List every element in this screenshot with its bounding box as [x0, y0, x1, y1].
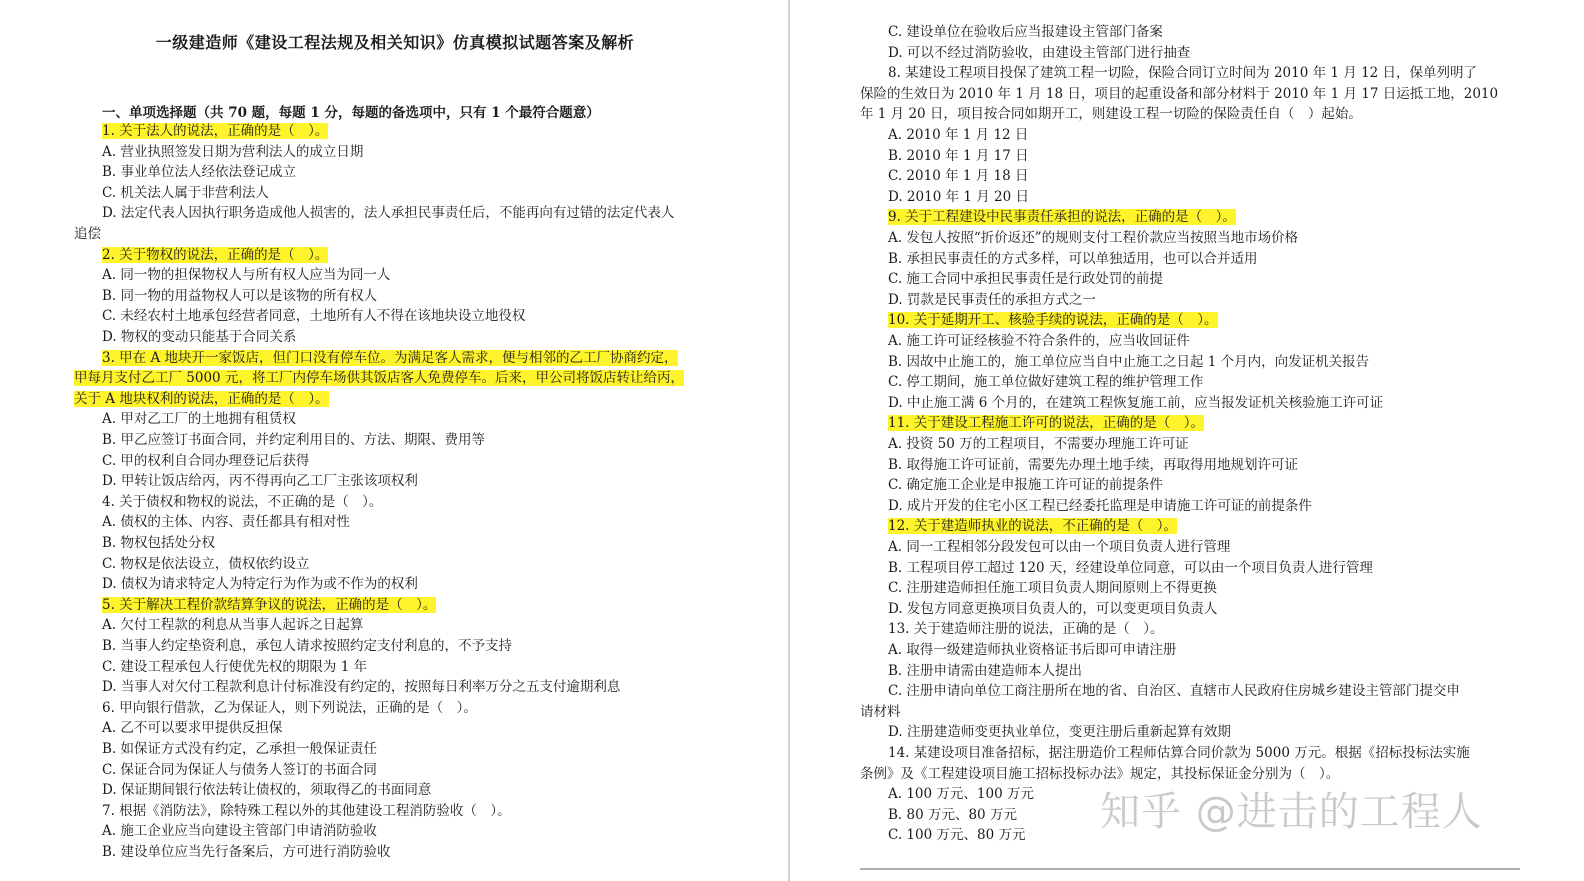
document-line	[888, 166, 1029, 186]
line-text: B. 取得施工许可证前，需要先办理土地手续，再取得用地规划许可证	[888, 456, 1299, 473]
line-text: D. 2010 年 1 月 20 日	[888, 188, 1030, 205]
document-line	[860, 702, 901, 722]
highlighted-question-text: 9. 关于工程建设中民事责任承担的说法，正确的是（ ）。	[888, 209, 1236, 226]
line-text: A. 施工企业应当向建设主管部门申请消防验收	[102, 823, 377, 840]
document-line	[102, 533, 215, 553]
highlighted-question-text: 1. 关于法人的说法，正确的是（ ）。	[102, 123, 329, 139]
document-line	[888, 413, 1204, 433]
line-text: C. 注册建造师担任施工项目负责人期间原则上不得更换	[888, 580, 1217, 597]
document-line	[888, 722, 1231, 742]
document-line	[888, 784, 1034, 804]
document-line	[888, 661, 1082, 681]
highlighted-question-text: 12. 关于建造师执业的说法，不正确的是（ ）。	[888, 518, 1178, 535]
highlighted-question-text: 关于 A 地块权利的说法，正确的是（ ）。	[74, 390, 329, 407]
document-line	[888, 434, 1189, 454]
line-text: 8. 某建设工程项目投保了建筑工程一切险，保险合同订立时间为 2010 年 1 月 12 日，保单列明了	[888, 65, 1478, 82]
highlighted-question-text: 5. 关于解决工程价款结算争议的说法，正确的是（ ）。	[102, 596, 437, 613]
line-text: D. 法定代表人因执行职务造成他人损害的，法人承担民事责任后，不能再向有过错的法定代表人	[102, 205, 675, 222]
document-line	[102, 657, 367, 677]
highlighted-question-text: 2. 关于物权的说法，正确的是（ ）。	[102, 246, 329, 263]
line-text: 追偿	[74, 226, 101, 242]
document-line	[888, 331, 1190, 351]
document-line	[888, 743, 1470, 763]
line-text: 条例》及《工程建设项目施工招标投标办法》规定，其投标保证金分别为（ ）。	[860, 765, 1340, 782]
line-text: C. 机关法人属于非营利法人	[102, 184, 269, 201]
highlighted-question-text: 11. 关于建设工程施工许可的说法，正确的是（ ）。	[888, 415, 1205, 432]
line-text: B. 如保证方式没有约定，乙承担一般保证责任	[102, 741, 378, 757]
line-text: B. 因故中止施工的，施工单位应当自中止施工之日起 1 个月内，向发证机关报告	[888, 353, 1370, 370]
line-text: C. 未经农村土地承包经营者同意，土地所有人不得在该地块设立地役权	[102, 308, 526, 325]
document-line	[102, 265, 390, 285]
line-text: D. 当事人对欠付工程款利息计付标准没有约定的，按照每日利率万分之五支付逾期利息	[102, 679, 621, 696]
document-line	[74, 224, 101, 244]
document-line	[888, 805, 1017, 825]
document-line	[888, 578, 1217, 598]
document-line	[102, 574, 418, 594]
document-line	[888, 228, 1298, 248]
line-text: 13. 关于建造师注册的说法，正确的是（ ）。	[888, 621, 1164, 638]
document-line	[102, 718, 282, 738]
document-line	[102, 162, 296, 182]
document-line	[102, 760, 377, 780]
line-text: A. 欠付工程款的利息从当事人起诉之日起算	[102, 617, 364, 634]
watermark-text: 知乎 @进击的工程人	[1100, 789, 1483, 835]
document-line	[74, 368, 684, 388]
line-text: 6. 甲向银行借款，乙为保证人，则下列说法，正确的是（ ）。	[102, 699, 477, 716]
document-line	[102, 471, 418, 491]
line-text: 4. 关于债权和物权的说法，不正确的是（ ）。	[102, 493, 383, 510]
line-text: A. 2010 年 1 月 12 日	[888, 127, 1029, 143]
document-line	[888, 249, 1258, 269]
line-text: B. 物权包括处分权	[102, 535, 216, 551]
document-line	[888, 558, 1373, 578]
line-text: C. 保证合同为保证人与债务人签订的书面合同	[102, 761, 377, 778]
line-text: B. 80 万元、80 万元	[888, 806, 1017, 823]
document-line	[102, 615, 363, 635]
line-text: B. 建设单位应当先行备案后，方可进行消防验收	[102, 844, 391, 860]
document-line	[888, 516, 1177, 536]
line-text: C. 注册申请向单位工商注册所在地的省、自治区、直辖市人民政府住房城乡建设主管部门提交申	[888, 683, 1460, 700]
document-line	[888, 352, 1369, 372]
document-line	[102, 554, 309, 574]
line-text: 请材料	[860, 703, 901, 720]
document-line	[888, 269, 1163, 289]
line-text: B. 当事人约定垫资利息，承包人请求按照约定支付利息的，不予支持	[102, 638, 513, 654]
document-line	[102, 739, 377, 759]
line-text: A. 同一物的担保物权人与所有权人应当为同一人	[102, 267, 391, 284]
section-heading: 一、单项选择题（共 70 题，每题 1 分，每题的备选项中，只有 1 个最符合题意）	[102, 105, 600, 121]
document-line	[102, 306, 525, 326]
document-line	[102, 512, 350, 532]
line-text: C. 2010 年 1 月 18 日	[888, 168, 1029, 185]
line-text: D. 债权为请求特定人为特定行为作为或不作为的权利	[102, 576, 418, 593]
document-line	[102, 842, 391, 862]
document-line	[888, 681, 1460, 701]
line-text: B. 甲乙应签订书面合同，并约定利用目的、方法、期限、费用等	[102, 432, 486, 448]
line-text: D. 物权的变动只能基于合同关系	[102, 329, 297, 345]
line-text: D. 可以不经过消防验收，由建设主管部门进行抽查	[888, 44, 1191, 61]
document-line	[102, 245, 328, 265]
document-line	[888, 372, 1203, 392]
line-text: A. 乙不可以要求甲提供反担保	[102, 720, 283, 737]
line-text: C. 物权是依法设立，债权依约设立	[102, 555, 310, 572]
line-text: C. 确定施工企业是申报施工许可证的前提条件	[888, 477, 1163, 494]
line-text: B. 承担民事责任的方式多样，可以单独适用，也可以合并适用	[888, 250, 1258, 267]
highlighted-question-text: 3. 甲在 A 地块开一家饭店，但门口没有停车位。为满足客人需求，便与相邻的乙工厂协商约定，	[102, 349, 678, 366]
line-text: C. 停工期间，施工单位做好建筑工程的维护管理工作	[888, 374, 1204, 391]
document-line	[102, 698, 477, 718]
line-text: A. 取得一级建造师执业资格证书后即可申请注册	[888, 642, 1177, 658]
document-line	[102, 780, 431, 800]
document-line	[888, 207, 1236, 227]
document-line	[102, 451, 309, 471]
document-line	[102, 327, 296, 347]
document-line	[888, 22, 1163, 42]
document-line	[888, 496, 1312, 516]
line-text: A. 甲对乙工厂的土地拥有租赁权	[102, 411, 296, 428]
document-line	[888, 290, 1096, 310]
document-line	[888, 187, 1029, 207]
line-text: D. 注册建造师变更执业单位，变更注册后重新起算有效期	[888, 724, 1231, 741]
line-text: C. 施工合同中承担民事责任是行政处罚的前提	[888, 271, 1163, 288]
document-line	[102, 801, 511, 821]
page-bottom-rule	[860, 868, 1520, 870]
document-line	[888, 125, 1028, 145]
document-line	[888, 825, 1025, 845]
line-text: D. 甲转让饭店给丙，丙不得再向乙工厂主张该项权利	[102, 473, 418, 490]
document-line	[888, 455, 1298, 475]
document-line	[888, 43, 1190, 63]
document-line	[102, 409, 296, 429]
document-line	[102, 203, 674, 223]
document-line	[74, 389, 329, 409]
line-text: 7. 根据《消防法》，除特殊工程以外的其他建设工程消防验收（ ）。	[102, 802, 511, 819]
line-text: B. 注册申请需由建造师本人提出	[888, 662, 1083, 679]
document-line	[888, 393, 1383, 413]
document-line	[888, 310, 1218, 330]
document-line	[102, 286, 377, 306]
line-text: 14. 某建设项目准备招标，据注册造价工程师估算合同价款为 5000 万元。根据《招标投标法实施	[888, 745, 1470, 761]
line-text: D. 成片开发的住宅小区工程已经委托监理是申请施工许可证的前提条件	[888, 497, 1312, 514]
document-line	[888, 146, 1029, 166]
line-text: B. 事业单位法人经依法登记成立	[102, 164, 297, 181]
document-line	[888, 537, 1230, 557]
line-text: B. 2010 年 1 月 17 日	[888, 147, 1029, 164]
line-text: D. 发包方同意更换项目负责人的，可以变更项目负责人	[888, 600, 1218, 617]
line-text: D. 保证期间银行依法转让债权的，须取得乙的书面同意	[102, 782, 432, 799]
document-line	[102, 636, 512, 656]
document-line	[888, 475, 1163, 495]
line-text: A. 投资 50 万的工程项目，不需要办理施工许可证	[888, 436, 1189, 452]
document-line	[102, 492, 382, 512]
line-text: C. 100 万元、80 万元	[888, 827, 1026, 844]
line-text: C. 建设工程承包人行使优先权的期限为 1 年	[102, 658, 368, 675]
line-text: B. 工程项目停工超过 120 天，经建设单位同意，可以由一个项目负责人进行管理	[888, 559, 1373, 576]
document-line	[102, 595, 436, 615]
line-text: D. 中止施工满 6 个月的，在建筑工程恢复施工前，应当报发证机关核验施工许可证	[888, 394, 1384, 411]
line-text: C. 建设单位在验收后应当报建设主管部门备案	[888, 24, 1163, 40]
line-text: B. 同一物的用益物权人可以是该物的所有权人	[102, 287, 378, 304]
document-line	[888, 63, 1477, 83]
line-text: 保险的生效日为 2010 年 1 月 18 日，项目的起重设备和部分材料于 2010 年 1 月 17 日运抵工地，2010	[860, 85, 1499, 102]
highlighted-question-text: 10. 关于延期开工、核验手续的说法，正确的是（ ）。	[888, 312, 1218, 329]
highlighted-question-text: 甲每月支付乙工厂 5000 元，将工厂内停车场供其饭店客人免费停车。后来，甲公司将饭店转让给丙，	[74, 370, 684, 387]
document-line	[102, 183, 269, 203]
document-line	[102, 142, 363, 162]
line-text: A. 100 万元、100 万元	[888, 786, 1034, 803]
document-line	[888, 599, 1217, 619]
document-line	[102, 821, 377, 841]
document-line	[102, 677, 620, 697]
left-page	[0, 0, 788, 881]
document-line	[888, 640, 1176, 660]
line-text: C. 甲的权利自合同办理登记后获得	[102, 452, 310, 469]
document-title: 一级建造师《建设工程法规及相关知识》仿真模拟试题答案及解析	[155, 33, 635, 52]
document-line	[102, 430, 485, 450]
line-text: 年 1 月 20 日，项目按合同如期开工，则建设工程一切险的保险责任自（ ）起始。	[860, 106, 1362, 123]
document-line	[888, 619, 1164, 639]
line-text: A. 施工许可证经核验不符合条件的，应当收回证件	[888, 333, 1190, 349]
line-text: A. 营业执照签发日期为营利法人的成立日期	[102, 143, 364, 160]
document-line	[102, 348, 678, 368]
line-text: A. 同一工程相邻分段发包可以由一个项目负责人进行管理	[888, 539, 1231, 555]
line-text: A. 债权的主体、内容、责任都具有相对性	[102, 514, 350, 531]
document-line	[860, 84, 1498, 104]
right-page	[790, 0, 1584, 881]
line-text: D. 罚款是民事责任的承担方式之一	[888, 291, 1096, 308]
line-text: A. 发包人按照“折价返还”的规则支付工程价款应当按照当地市场价格	[888, 230, 1299, 246]
document-line	[860, 104, 1362, 124]
document-line	[102, 121, 328, 141]
